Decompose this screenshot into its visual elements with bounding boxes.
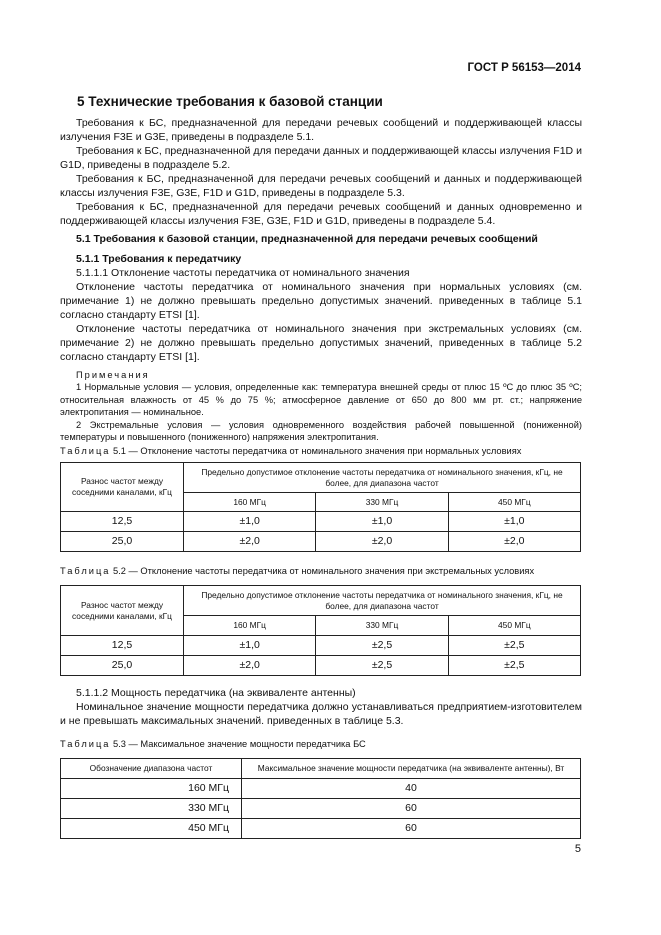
item-paragraph: Отклонение частоты передатчика от номинального значения при нормальных условиях (см. примечание 1) не должно превышать предельно допустимых значений. приведенных в таблице 5.1 согласно стандарту ETSI [1]. [60,281,582,321]
table-caption-text: 5.2 — Отклонение частоты передатчика от номинального значения при экстремальных условиях [113,566,535,576]
table-label: Таблица [60,446,111,456]
table-cell: 25,0 [61,532,184,552]
table-label: Таблица [60,739,111,749]
item-title: 5.1.1.2 Мощность передатчика (на эквиваленте антенны) [76,687,356,699]
header-cell: Предельно допустимое отклонение частоты передатчика от номинального значения, кГц, не более, для диапазона частот [184,586,581,616]
header-cell: 450 МГц [448,493,580,512]
table-cell: ±2,0 [448,532,580,552]
table-row [61,636,581,656]
notes-heading: Примечания [76,370,150,380]
item-paragraph: Номинальное значение мощности передатчика должно устанавливаться предприятием-изготовителем и не превышать максимальных значений. приведенных в таблице 5.3. [60,701,582,727]
table-5-2-caption [60,566,534,576]
section-title: 5 Технические требования к базовой станции [77,94,383,109]
table-cell: 12,5 [61,512,184,532]
table-row [61,779,581,799]
document-id: ГОСТ Р 56153—2014 [467,62,581,74]
header-cell: Предельно допустимое отклонение частоты передатчика от номинального значения, кГц, не более, для диапазона частот [184,463,581,493]
header-cell: 450 МГц [448,616,580,636]
table-cell: ±2,0 [184,656,316,676]
table-5-1 [60,462,581,552]
intro-paragraph: Требования к БС, предназначенной для передачи речевых сообщений и поддерживающей классы излучения F3E и G3E, приведены в подразделе 5.1. [60,117,582,143]
table-cell: ±2,5 [316,636,448,656]
intro-paragraph: Требования к БС, предназначенной для передачи речевых сообщений и данных одновременно и поддерживающей классы излучения F3E, G3E, F1D и G1D, приведены в подразделе 5.4. [60,201,582,227]
table-5-1-caption [60,446,521,456]
table-label: Таблица [60,566,111,576]
table-cell: ±2,5 [448,636,580,656]
item2-block [60,686,582,728]
table-row [61,799,581,819]
table-cell: 40 [242,779,581,799]
table-cell: ±2,0 [184,532,316,552]
header-cell: Обозначение диапазона частот [61,759,242,779]
page-number: 5 [574,843,581,855]
sub-subsection-title: 5.1.1 Требования к передатчику [76,253,242,265]
table-row [61,512,581,532]
table-5-3 [60,758,581,839]
notes-block [60,369,582,443]
header-cell: Разнос частот между соседними каналами, кГц [61,463,184,512]
table-cell: 25,0 [61,656,184,676]
table-cell: 12,5 [61,636,184,656]
table-cell: ±2,0 [316,532,448,552]
header-cell: 330 МГц [316,493,448,512]
table-cell: 60 [242,799,581,819]
header-cell: Разнос частот между соседними каналами, кГц [61,586,184,636]
table-row [61,819,581,839]
table-cell: 450 МГц [61,819,242,839]
table-cell: ±1,0 [184,636,316,656]
table-cell: ±1,0 [448,512,580,532]
intro-paragraph: Требования к БС, предназначенной для передачи данных и поддерживающей классы излучения F1D и G1D, приведены в подразделе 5.2. [60,145,582,171]
item-paragraph: Отклонение частоты передатчика от номинального значения при экстремальных условиях (см. примечание 2) не должно превышать предельно допустимых значений, приведенных в таблице 5.2 согласно стандарту ETSI [1]. [60,323,582,363]
intro-paragraph: Требования к БС, предназначенной для передачи речевых сообщений и данных и поддерживающей классы излучения F3E, G3E, F1D и G1D, приведены в подразделе 5.3. [60,173,582,199]
subsection-title: 5.1 Требования к базовой станции, предназначенной для передачи речевых сообщений [76,233,538,245]
table-cell: 160 МГц [61,779,242,799]
table-row [61,532,581,552]
table-cell: 330 МГц [61,799,242,819]
header-cell: 160 МГц [184,616,316,636]
note-item: 2 Экстремальные условия — условия одновременного воздействия рабочей повышенной (пониженной) температуры и повышенного (пониженного) напряжения электропитания. [60,419,582,443]
table-cell: 60 [242,819,581,839]
subsection-block [60,232,582,443]
item-title: 5.1.1.1 Отклонение частоты передатчика от номинального значения [76,267,410,279]
note-item: 1 Нормальные условия — условия, определенные как: температура внешней среды от плюс 15 ºС до плюс 35 ºС; относительная влажность от 45 % до 75 %; атмосферное давление от 650 до 800 мм рт. ст.; напряжение электропитания — номинальное. [60,382,582,418]
section-intro [60,116,582,228]
header-cell: Максимальное значение мощности передатчика (на эквиваленте антенны), Вт [242,759,581,779]
header-cell: 160 МГц [184,493,316,512]
table-cell: ±2,5 [448,656,580,676]
table-caption-text: 5.1 — Отклонение частоты передатчика от номинального значения при нормальных условиях [113,446,522,456]
table-cell: ±2,5 [316,656,448,676]
table-5-2 [60,585,581,676]
table-cell: ±1,0 [316,512,448,532]
table-5-3-caption [60,739,366,749]
table-row [61,656,581,676]
header-cell: 330 МГц [316,616,448,636]
table-caption-text: 5.3 — Максимальное значение мощности передатчика БС [113,739,366,749]
table-cell: ±1,0 [184,512,316,532]
